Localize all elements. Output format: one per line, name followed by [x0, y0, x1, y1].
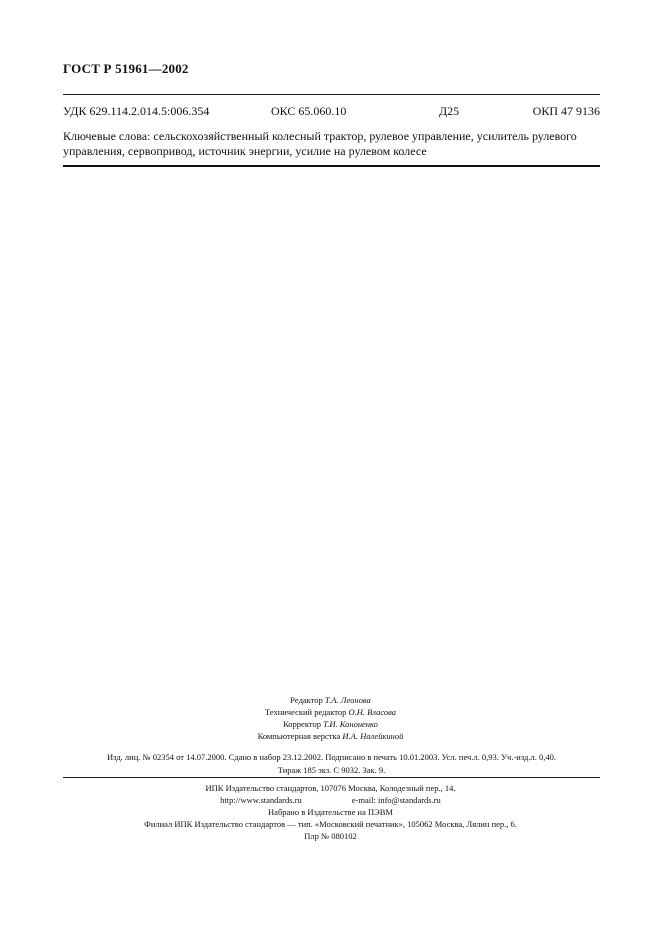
oks-code: ОКС 65.060.10 — [271, 104, 347, 118]
credit-role: Технический редактор — [264, 707, 347, 717]
imprint-contacts — [0, 794, 661, 806]
credit-name: И.А. Налейкиной — [342, 731, 404, 741]
keywords-line: Ключевые слова: сельскохозяйственный колесный трактор, рулевое управление, усилитель рулевого — [63, 129, 577, 143]
publisher-imprint — [0, 782, 661, 842]
publication-line: Изд. лиц. № 02354 от 14.07.2000. Сдано в набор 23.12.2002. Подписано в печать 10.01.2003. Усл. печ.л. 0,93. Уч.-изд.л. 0,40. — [107, 752, 556, 762]
okp-code: ОКП 47 9136 — [532, 104, 600, 118]
keywords-block — [63, 129, 603, 159]
imprint-address: ИПК Издательство стандартов, 107076 Москва, Колодезный пер., 14. — [205, 783, 456, 793]
imprint-email: e-mail: info@standards.ru — [351, 795, 441, 805]
imprint-license: Плр № 080102 — [304, 831, 357, 841]
credit-role: Редактор — [290, 695, 323, 705]
imprint-divider — [63, 777, 600, 778]
credit-name: Т.И. Кононенко — [323, 719, 378, 729]
publication-line: Тираж 185 экз. С 9032. Зак. 9. — [277, 765, 386, 775]
credit-name: Т.А. Леонова — [324, 695, 371, 705]
imprint-typeset: Набрано в Издательстве на ПЭВМ — [268, 807, 393, 817]
keywords-line: управления, сервопривод, источник энергии, усилие на рулевом колесе — [63, 144, 427, 158]
standard-number: ГОСТ Р 51961—2002 — [63, 61, 189, 76]
credit-name: О.Н. Власова — [348, 707, 397, 717]
classification-codes — [63, 104, 600, 120]
udk-code: УДК 629.114.2.014.5:006.354 — [63, 104, 210, 118]
keywords-divider — [63, 165, 600, 167]
credit-tech-editor — [0, 706, 661, 718]
publication-details — [63, 751, 600, 777]
credit-editor — [0, 694, 661, 706]
credit-role: Компьютерная верстка — [257, 731, 341, 741]
imprint-branch: Филиал ИПК Издательство стандартов — тип. «Московский печатник», 105062 Москва, Лялин пер., 6. — [144, 819, 517, 829]
credit-proofreader — [0, 718, 661, 730]
editorial-credits — [0, 694, 661, 742]
credit-role: Корректор — [283, 719, 321, 729]
d-code: Д25 — [439, 104, 460, 118]
imprint-website: http://www.standards.ru — [220, 795, 302, 805]
credit-layout — [0, 730, 661, 742]
top-divider — [63, 94, 600, 95]
